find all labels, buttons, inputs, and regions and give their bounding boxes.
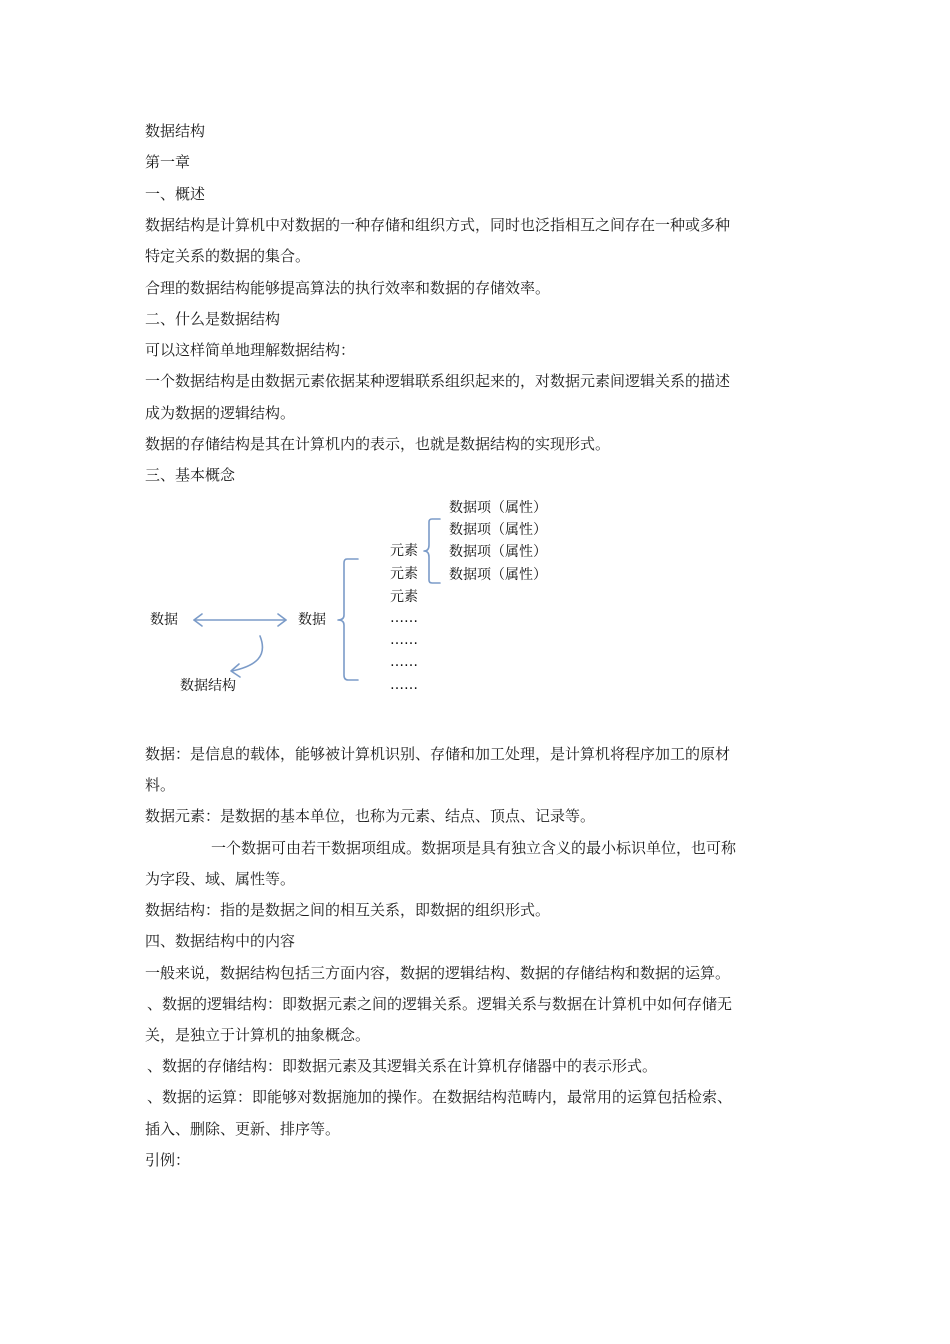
definition-structure: 数据结构：指的是数据之间的相互关系，即数据的组织形式。 — [145, 901, 551, 919]
small-brace — [424, 519, 440, 583]
definition-data: 数据：是信息的载体，能够被计算机识别、存储和加工处理，是计算机将程序加工的原材 — [145, 745, 731, 763]
definition-element: 数据元素：是数据的基本单位，也称为元素、结点、顶点、记录等。 — [145, 807, 596, 825]
data-item-label: 数据项（属性） — [449, 522, 547, 538]
paragraph: 成为数据的逻辑结构。 — [145, 404, 296, 422]
element-label: 元素 — [390, 589, 418, 605]
section-heading-2: 二、什么是数据结构 — [145, 310, 281, 328]
element-ellipsis: …… — [390, 610, 418, 626]
data-item-label: 数据项（属性） — [449, 567, 547, 583]
definition-data: 料。 — [145, 776, 176, 794]
section-heading-4: 四、数据结构中的内容 — [145, 932, 296, 950]
paragraph: 合理的数据结构能够提高算法的执行效率和数据的存储效率。 — [145, 279, 551, 297]
paragraph: 特定关系的数据的集合。 — [145, 247, 311, 265]
example-heading: 引例： — [145, 1151, 191, 1169]
paragraph: 可以这样简单地理解数据结构： — [145, 341, 356, 359]
element-label: 元素 — [390, 566, 418, 582]
chapter-heading: 第一章 — [145, 153, 191, 171]
definition-element-detail: 一个数据可由若干数据项组成。数据项是具有独立含义的最小标识单位，也可称 — [211, 839, 737, 857]
list-item: 、数据的逻辑结构：即数据元素之间的逻辑关系。逻辑关系与数据在计算机中如何存储无 — [147, 995, 733, 1013]
data-item-label: 数据项（属性） — [449, 544, 547, 560]
diagram-label-data-left: 数据 — [150, 612, 178, 628]
doc-title: 数据结构 — [145, 122, 206, 140]
element-label: 元素 — [390, 543, 418, 559]
list-item: 插入、删除、更新、排序等。 — [145, 1120, 341, 1138]
diagram-label-data-structure: 数据结构 — [180, 678, 236, 694]
section-heading-1: 一、概述 — [145, 185, 206, 203]
list-item: 、数据的运算：即能够对数据施加的操作。在数据结构范畴内，最常用的运算包括检索、 — [147, 1088, 733, 1106]
list-item: 关，是独立于计算机的抽象概念。 — [145, 1026, 371, 1044]
element-ellipsis: …… — [390, 677, 418, 693]
diagram-label-data-center: 数据 — [298, 612, 326, 628]
paragraph: 数据的存储结构是其在计算机内的表示，也就是数据结构的实现形式。 — [145, 435, 611, 453]
element-ellipsis: …… — [390, 654, 418, 670]
list-item: 、数据的存储结构：即数据元素及其逻辑关系在计算机存储器中的表示形式。 — [147, 1057, 658, 1075]
data-structure-diagram — [140, 493, 580, 703]
paragraph: 一般来说，数据结构包括三方面内容，数据的逻辑结构、数据的存储结构和数据的运算。 — [145, 964, 731, 982]
section-heading-3: 三、基本概念 — [145, 466, 236, 484]
large-brace — [338, 559, 358, 680]
paragraph: 一个数据结构是由数据元素依据某种逻辑联系组织起来的，对数据元素间逻辑关系的描述 — [145, 372, 731, 390]
element-ellipsis: …… — [390, 632, 418, 648]
paragraph: 数据结构是计算机中对数据的一种存储和组织方式，同时也泛指相互之间存在一种或多种 — [145, 216, 731, 234]
definition-element-detail: 为字段、域、属性等。 — [145, 870, 296, 888]
data-item-label: 数据项（属性） — [449, 500, 547, 516]
